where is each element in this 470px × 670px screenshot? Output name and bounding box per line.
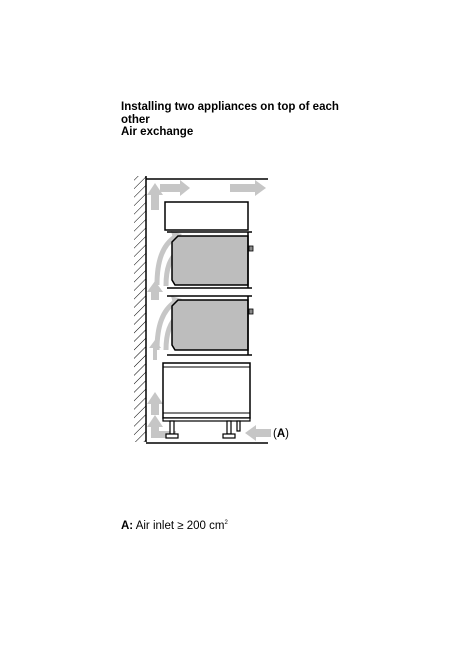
caption-text: Air inlet ≥ 200 cm bbox=[133, 520, 225, 532]
bottom-cabinet bbox=[163, 363, 250, 418]
wall bbox=[134, 176, 146, 442]
caption bbox=[121, 520, 228, 532]
inlet-arrow bbox=[245, 425, 271, 441]
top-arrow-right bbox=[230, 180, 266, 196]
title-line-3: Air exchange bbox=[121, 126, 194, 138]
top-cabinet bbox=[165, 202, 248, 230]
top-arrow-left bbox=[160, 180, 190, 196]
caption-superscript: 2 bbox=[224, 520, 228, 526]
caption-label: A: bbox=[121, 520, 134, 532]
title-line-1: Installing two appliances on top of each bbox=[121, 101, 339, 113]
rise-arrow-3 bbox=[147, 392, 163, 415]
lower-oven bbox=[167, 296, 253, 355]
upper-oven bbox=[167, 232, 253, 288]
cabinet-feet bbox=[163, 418, 250, 438]
title-line-2: other bbox=[121, 113, 150, 126]
inlet-marker: (A) bbox=[273, 428, 289, 440]
